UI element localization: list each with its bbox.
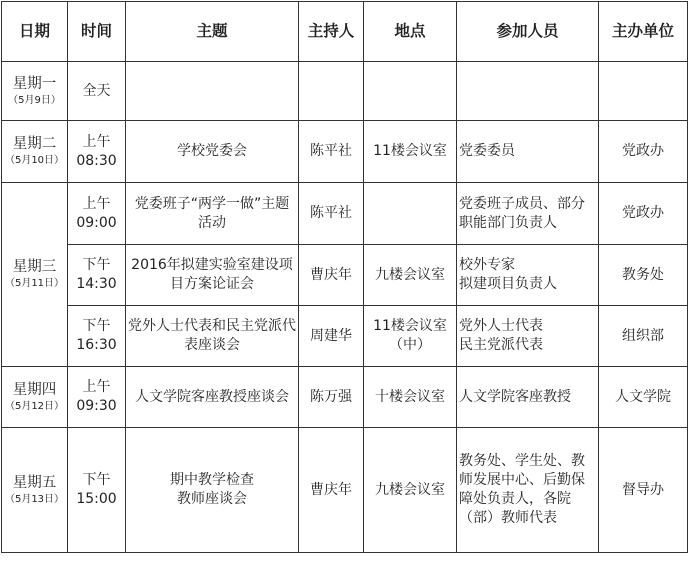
participants-cell: 党外人士代表 民主党派代表	[457, 306, 599, 367]
time-clock: 15:00	[76, 491, 117, 507]
place-cell: 十楼会议室	[364, 367, 457, 428]
time-period: 下午	[82, 257, 111, 273]
schedule-table	[1, 1, 688, 553]
time-clock: 09:30	[76, 398, 117, 414]
day-date: （5月12日）	[4, 400, 65, 412]
topic-cell: 2016年拟建实验室建设项目方案论证会	[126, 245, 299, 306]
time-clock: 14:30	[76, 276, 117, 292]
place-cell: 九楼会议室	[364, 428, 457, 553]
header-date: 日期	[2, 2, 68, 62]
participants-cell: 人文学院客座教授	[457, 367, 599, 428]
day-cell-fri	[2, 428, 68, 553]
place-cell: 11楼会议室（中）	[364, 306, 457, 367]
day-cell-tue	[2, 121, 68, 183]
organizer-cell: 党政办	[599, 183, 688, 245]
header-topic: 主题	[126, 2, 299, 62]
day-cell-thu	[2, 367, 68, 428]
topic-cell: 期中教学检查 教师座谈会	[126, 428, 299, 553]
time-period: 上午	[82, 379, 111, 395]
day-cell-mon	[2, 62, 68, 121]
table-row	[2, 428, 688, 553]
time-cell	[68, 367, 126, 428]
participants-cell: 教务处、学生处、教师发展中心、后勤保障处负责人，各院（部）教师代表	[457, 428, 599, 553]
time-cell	[68, 245, 126, 306]
time-period: 全天	[82, 82, 111, 99]
table-row	[2, 121, 688, 183]
day-cell-wed	[2, 183, 68, 367]
time-cell	[68, 121, 126, 183]
time-cell	[68, 428, 126, 553]
host-cell: 陈平社	[299, 121, 364, 183]
table-row	[2, 183, 688, 245]
participants-cell: 党委委员	[457, 121, 599, 183]
day-date: （5月9日）	[8, 94, 61, 106]
time-cell	[68, 183, 126, 245]
table-row	[2, 367, 688, 428]
time-clock: 09:00	[76, 214, 117, 231]
header-participants: 参加人员	[457, 2, 599, 62]
organizer-cell: 组织部	[599, 306, 688, 367]
time-cell	[68, 62, 126, 121]
participants-cell: 党委班子成员、部分职能部门负责人	[457, 183, 599, 245]
topic-cell	[126, 62, 299, 121]
organizer-cell: 教务处	[599, 245, 688, 306]
time-clock: 08:30	[76, 152, 117, 169]
organizer-cell	[599, 62, 688, 121]
organizer-cell: 督导办	[599, 428, 688, 553]
header-organizer: 主办单位	[599, 2, 688, 62]
host-cell: 曹庆年	[299, 245, 364, 306]
participants-cell: 校外专家 拟建项目负责人	[457, 245, 599, 306]
day-date: （5月11日）	[4, 278, 65, 289]
time-period: 下午	[82, 472, 111, 488]
table-row	[2, 245, 688, 306]
time-period: 下午	[82, 318, 111, 334]
table-row	[2, 306, 688, 367]
place-cell: 九楼会议室	[364, 245, 457, 306]
day-name: 星期三	[12, 259, 57, 275]
topic-cell: 党委班子“两学一做”主题活动	[126, 183, 299, 245]
host-cell: 周建华	[299, 306, 364, 367]
day-name: 星期二	[12, 136, 57, 152]
host-cell: 曹庆年	[299, 428, 364, 553]
place-cell: 11楼会议室	[364, 121, 457, 183]
organizer-cell: 人文学院	[599, 367, 688, 428]
header-place: 地点	[364, 2, 457, 62]
header-host: 主持人	[299, 2, 364, 62]
organizer-cell: 党政办	[599, 121, 688, 183]
header-row	[2, 2, 688, 62]
host-cell: 陈平社	[299, 183, 364, 245]
place-cell	[364, 62, 457, 121]
host-cell: 陈万强	[299, 367, 364, 428]
time-cell	[68, 306, 126, 367]
table-row	[2, 62, 688, 121]
time-period: 上午	[82, 195, 111, 212]
day-name: 星期五	[12, 474, 57, 491]
topic-cell: 学校党委会	[126, 121, 299, 183]
day-name: 星期四	[12, 381, 57, 398]
day-name: 星期一	[12, 75, 57, 92]
day-date: （5月10日）	[4, 155, 65, 166]
topic-cell: 党外人士代表和民主党派代表座谈会	[126, 306, 299, 367]
topic-cell: 人文学院客座教授座谈会	[126, 367, 299, 428]
host-cell	[299, 62, 364, 121]
day-date: （5月13日）	[4, 493, 65, 505]
time-period: 上午	[82, 133, 111, 150]
header-time: 时间	[68, 2, 126, 62]
participants-cell	[457, 62, 599, 121]
time-clock: 16:30	[76, 337, 117, 353]
place-cell	[364, 183, 457, 245]
